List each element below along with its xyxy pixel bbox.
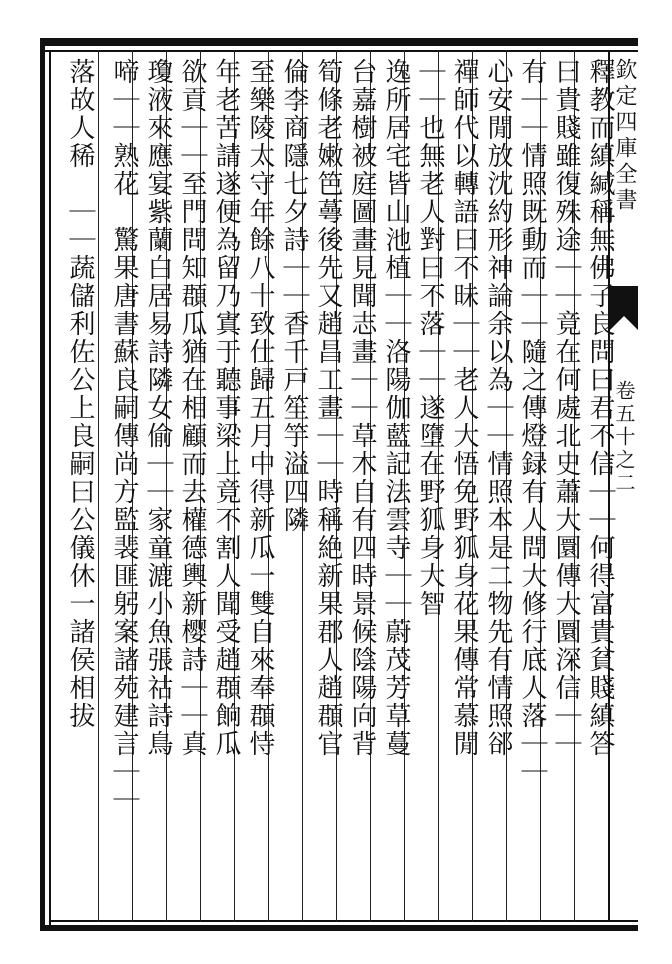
frame-top-border [40, 38, 638, 46]
text-column: ｜｜也無老人對曰不落｜｜遂墮在野狐身大智 [415, 58, 445, 618]
text-column: 心安閒放沈約形神論余以為｜｜情照本是二物先有情照郤 [483, 58, 513, 758]
text-column: 年老苦請遂便為留乃寘于聽事梁上竟不割人聞受趙頵餉瓜 [211, 58, 241, 758]
text-column: 啼｜｜熟花 驚果唐書蘇良嗣傳尚方監裴匪躬案諸苑建言｜｜ [109, 58, 139, 814]
text-column: 欲貢｜｜至門問知頵瓜猶在相顧而去權德輿新樱詩｜｜真 [177, 58, 207, 758]
text-column: 瓊液來應宴紫蘭白居易詩隣女偷｜｜家童漉小魚張祜詩鳥 [143, 58, 173, 758]
text-column: 有｜｜情照既動而｜｜隨之傳燈録有人問大修行底人落｜｜ [517, 58, 547, 786]
frame-bottom-inner-border [49, 920, 638, 922]
frame-left-border [40, 38, 45, 931]
text-column: 禪師代以轉語曰不昧｜｜老人大悟免野狐身花果傳常慕閒 [449, 58, 479, 758]
text-column: 曰貴賤雖復殊途｜｜竟在何處北史蕭大圜傳大圜深信｜｜ [551, 58, 581, 758]
frame-bottom-border [40, 925, 638, 931]
text-column: 倫李商隱七夕詩｜｜香千戸笙竽溢四隣 [279, 58, 309, 534]
margin-volume-label: 卷五十之二 [612, 380, 636, 495]
frame-top-inner-border [40, 50, 638, 52]
frame-left-inner-border [49, 50, 51, 930]
text-column: 至樂陵太守年餘八十致仕歸五月中得新瓜一雙自來奉頵恃 [245, 58, 275, 758]
text-column: 台嘉樹被庭圖畫見聞志畫｜｜草木自有四時景候陰陽向背 [347, 58, 377, 758]
margin-book-title: 欽定四庫全書 [612, 58, 637, 214]
text-column: 筍條老嫩笆蕚後先又趙昌工畫｜｜時稱絶新果郡人趙頵官 [313, 58, 343, 758]
text-column: 落故人稀 ｜｜蔬儲利佐公上良嗣曰公儀休一諸侯相拔 [65, 58, 95, 730]
text-column: 釋教而縝緘稱無佛子良問曰君不信｜｜何得富貴貧賤縝答 [585, 58, 615, 758]
text-column: 逸所居宅皆山池植｜｜洛陽伽藍記法雲寺｜｜蔚茂芳草蔓 [381, 58, 411, 758]
